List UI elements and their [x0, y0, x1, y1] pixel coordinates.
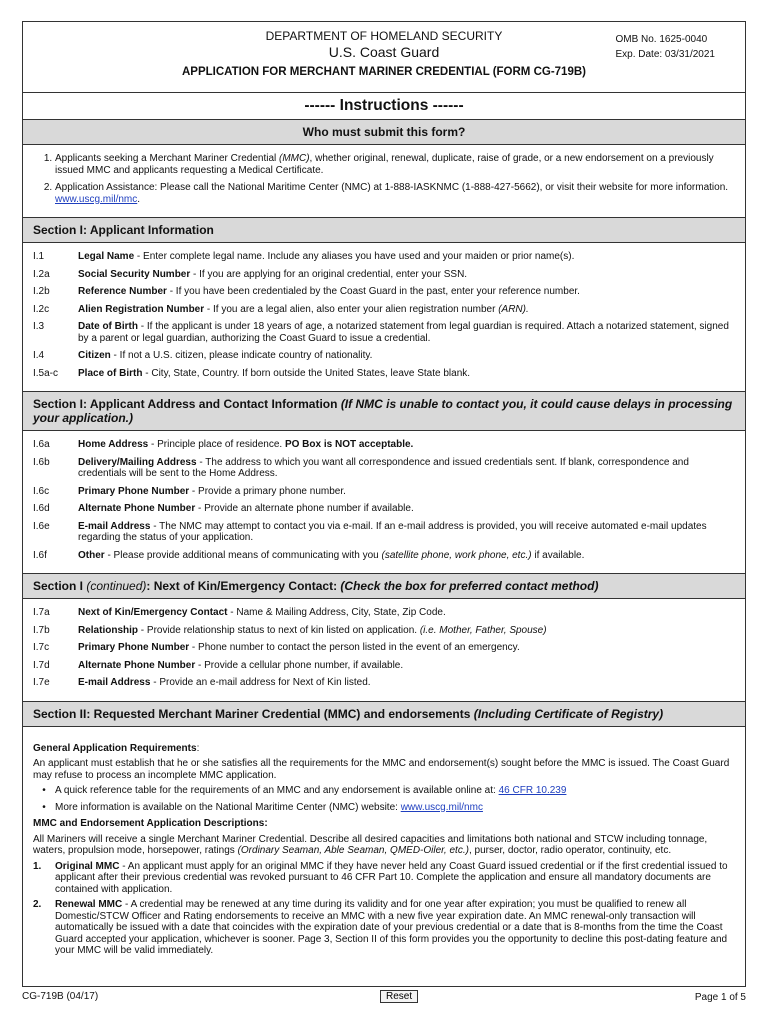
section-1b-list — [23, 431, 745, 573]
nmc-website-link-2[interactable]: www.uscg.mil/nmc — [400, 801, 483, 813]
item-label: Place of Birth — [78, 367, 143, 379]
item-label: Other — [78, 549, 105, 561]
instruction-row — [33, 304, 735, 316]
omb-number: OMB No. 1625-0040 — [615, 34, 708, 45]
instruction-row — [33, 503, 735, 515]
item-label: Next of Kin/Emergency Contact — [78, 607, 228, 618]
bullet-item: • More information is available on the National Maritime Center (NMC) website: www.uscg.mil/nmc — [33, 802, 735, 814]
item-code: I.4 — [33, 350, 45, 361]
item-code: I.7b — [33, 624, 50, 636]
item-description: Reference Number - If you have been credentialed by the Coast Guard in the past, enter your reference number. — [78, 286, 580, 297]
item-code: I.6e — [33, 520, 50, 532]
section-2-body — [23, 727, 745, 963]
item-description: Date of Birth - If the applicant is under 18 years of age, a notarized statement from legal guardian is required. Attach a notarized statement, signed by a parent or legal guardian, authorizing the Coast Guard to issue a credential. — [78, 321, 729, 344]
item-code: I.5a-c — [33, 367, 59, 379]
item-label: Primary Phone Number — [78, 485, 190, 497]
section-2-heading: Section II: Requested Merchant Mariner Credential (MMC) and endorsements (Including Certificate of Registry) — [23, 701, 745, 727]
who-must-submit-heading: Who must submit this form? — [23, 119, 745, 145]
section-1-list — [23, 243, 745, 391]
item-label: Alien Registration Number — [78, 303, 205, 315]
instruction-row — [33, 457, 735, 480]
item-code: I.7a — [33, 607, 50, 618]
page-number: Page 1 of 5 — [694, 992, 746, 1003]
instruction-row — [33, 439, 735, 451]
reset-button[interactable]: Reset — [380, 990, 418, 1003]
item-label: Delivery/Mailing Address — [78, 456, 197, 468]
instruction-row — [33, 521, 735, 544]
section-1c-list — [23, 599, 745, 701]
nmc-website-link[interactable]: www.uscg.mil/nmc — [55, 193, 138, 205]
item-description: Next of Kin/Emergency Contact - Name & Mailing Address, City, State, Zip Code. — [78, 607, 446, 618]
item-code: I.2b — [33, 286, 50, 297]
form-title: APPLICATION FOR MERCHANT MARINER CREDENTIAL (FORM CG-719B) — [182, 66, 586, 78]
item-code: I.2c — [33, 303, 50, 315]
item-description: Citizen - If not a U.S. citizen, please indicate country of nationality. — [78, 350, 373, 361]
item-label: E-mail Address — [78, 677, 151, 688]
item-label: Alternate Phone Number — [78, 503, 196, 514]
item-label: E-mail Address — [78, 520, 151, 532]
item-description: Delivery/Mailing Address - The address to which you want all correspondence and issued credentials sent. If blank, correspondence and credentials will be sent to the Home Address. — [78, 456, 689, 479]
omb-block — [615, 32, 715, 62]
descriptions-text: All Mariners will receive a single Merchant Mariner Credential. Describe all desired capacities and limitations both national and STCW including tonnage, waters, propulsion mode, horsepower, ratings (Ordinary Seaman, Able Seaman, QMED-Oiler, etc.), purser, doctor, radio operator, continuity, etc. — [33, 833, 708, 856]
item-code: I.3 — [33, 321, 45, 332]
general-requirements-heading: General Application Requirements: — [33, 742, 200, 754]
form-header — [23, 22, 745, 92]
who-must-submit-section — [23, 145, 745, 217]
item-label: Social Security Number — [78, 268, 191, 280]
instruction-row — [33, 286, 735, 298]
item-description: Alternate Phone Number - Provide a cellular phone number, if available. — [78, 659, 404, 671]
item-label: Citizen — [78, 350, 111, 361]
instruction-row — [33, 550, 735, 562]
item-label: Home Address — [78, 439, 149, 450]
original-mmc-item: 1. Original MMC - An applicant must apply for an original MMC if they have never held any Coast Guard issued credential or if the first credential issued to applicant after their previous credential was revoked pursuant to 46 CFR Part 10. Complete the application and ensure all mandatory documents are contained with application. — [33, 860, 728, 895]
instruction-row — [33, 607, 735, 619]
form-id: CG-719B (04/17) — [22, 991, 99, 1002]
general-requirements-text: An applicant must establish that he or she satisfies all the requirements for the MMC and endorsement(s) sought before the MMC is issued. The Coast Guard may refuse to process an incomplete MMC application. — [33, 758, 730, 781]
bullet-icon: • — [42, 785, 46, 796]
item-code: I.1 — [33, 251, 45, 262]
item-description: Alien Registration Number - If you are a legal alien, also enter your alien registration number (ARN). — [78, 303, 529, 315]
instruction-row — [33, 251, 735, 263]
item-description: Social Security Number - If you are applying for an original credential, enter your SSN. — [78, 268, 468, 280]
item-code: I.2a — [33, 268, 50, 280]
item-code: I.7c — [33, 642, 50, 653]
item-label: Primary Phone Number — [78, 642, 190, 653]
item-label: Reference Number — [78, 286, 167, 297]
item-label: Legal Name — [78, 251, 135, 262]
instruction-row — [33, 660, 735, 672]
item-description: Other - Please provide additional means of communicating with you (satellite phone, work phone, etc.) if available. — [78, 549, 585, 561]
bullet-icon: • — [42, 801, 46, 813]
item-description: Alternate Phone Number - Provide an alternate phone number if available. — [78, 503, 414, 514]
item-code: I.7d — [33, 659, 50, 671]
section-1c-heading: Section I (continued): Next of Kin/Emergency Contact: (Check the box for preferred contact method) — [23, 573, 745, 599]
renewal-mmc-item: 2. Renewal MMC - A credential may be renewed at any time during its validity and for one year after expiration; you must be qualified to renew all Domestic/STCW Officer and Rating endorsements to receive an MMC with a new five year expiration date. An MMC renewal-only transaction will automatically be issued with a date that coincides with the expiration date of your previous credential or a date that is 8-months from the time the Coast Guard accepted your application, whichever is sooner. Page 3, Section II of this form provides you the opportunity to decline this post-dating feature and your MMC will be valid immediately. — [33, 899, 728, 956]
bullet-item: • A quick reference table for the requirements of an MMC and any endorsement is available online at: 46 CFR 10.239 — [33, 785, 735, 797]
item-code: I.6a — [33, 439, 50, 450]
item-label: Relationship — [78, 624, 139, 636]
item-description: E-mail Address - The NMC may attempt to contact you via e-mail. If an e-mail address is provided, you will receive automated e-mail updates regarding the status of your application. — [78, 520, 707, 543]
item-code: I.6c — [33, 485, 50, 497]
instruction-row — [33, 642, 735, 654]
instruction-row — [33, 368, 735, 380]
department-name: DEPARTMENT OF HOMELAND SECURITY — [265, 29, 503, 43]
agency-name: U.S. Coast Guard — [328, 44, 440, 60]
expiration-date: Exp. Date: 03/31/2021 — [615, 49, 715, 60]
instructions-title: ------ Instructions ------ — [23, 92, 745, 119]
item-label: Alternate Phone Number — [78, 659, 196, 671]
item-description: Legal Name - Enter complete legal name. Include any aliases you have used and your maiden or prior name(s). — [78, 251, 575, 262]
instruction-row — [33, 269, 735, 281]
item-description: Place of Birth - City, State, Country. If born outside the United States, leave State blank. — [78, 367, 471, 379]
who-item-1: 1. Applicants seeking a Merchant Mariner Credential (MMC), whether original, renewal, duplicate, raise of grade, or a new endorsement on a previously issued MMC and applicants requesting a Medical Certificate. — [55, 153, 735, 176]
who-item-2: 2. Application Assistance: Please call the National Maritime Center (NMC) at 1-888-IASKNMC (1-888-427-5662), or visit their website for more information. www.uscg.mil/nmc. — [55, 182, 735, 205]
item-code: I.6d — [33, 503, 50, 514]
instruction-row — [33, 350, 735, 362]
instruction-row — [33, 677, 735, 689]
item-code: I.6b — [33, 456, 50, 468]
item-description: E-mail Address - Provide an e-mail address for Next of Kin listed. — [78, 677, 371, 688]
item-description: Relationship - Provide relationship status to next of kin listed on application. (i.e. Mother, Father, Spouse) — [78, 624, 547, 636]
item-description: Home Address - Principle place of residence. PO Box is NOT acceptable. — [78, 439, 414, 450]
cfr-link[interactable]: 46 CFR 10.239 — [498, 785, 567, 796]
section-1-heading: Section I: Applicant Information — [23, 217, 745, 243]
section-1b-heading: Section I: Applicant Address and Contact Information (If NMC is unable to contact you, it could cause delays in processing your application.) — [23, 391, 745, 431]
instruction-row — [33, 486, 735, 498]
instruction-row — [33, 625, 735, 637]
form-page — [22, 21, 746, 987]
item-code: I.7e — [33, 677, 50, 688]
item-description: Primary Phone Number - Provide a primary phone number. — [78, 485, 346, 497]
item-description: Primary Phone Number - Phone number to contact the person listed in the event of an emergency. — [78, 642, 520, 653]
item-code: I.6f — [33, 549, 47, 561]
item-label: Date of Birth — [78, 321, 138, 332]
instruction-row — [33, 321, 735, 344]
descriptions-heading: MMC and Endorsement Application Descriptions: — [33, 818, 268, 829]
